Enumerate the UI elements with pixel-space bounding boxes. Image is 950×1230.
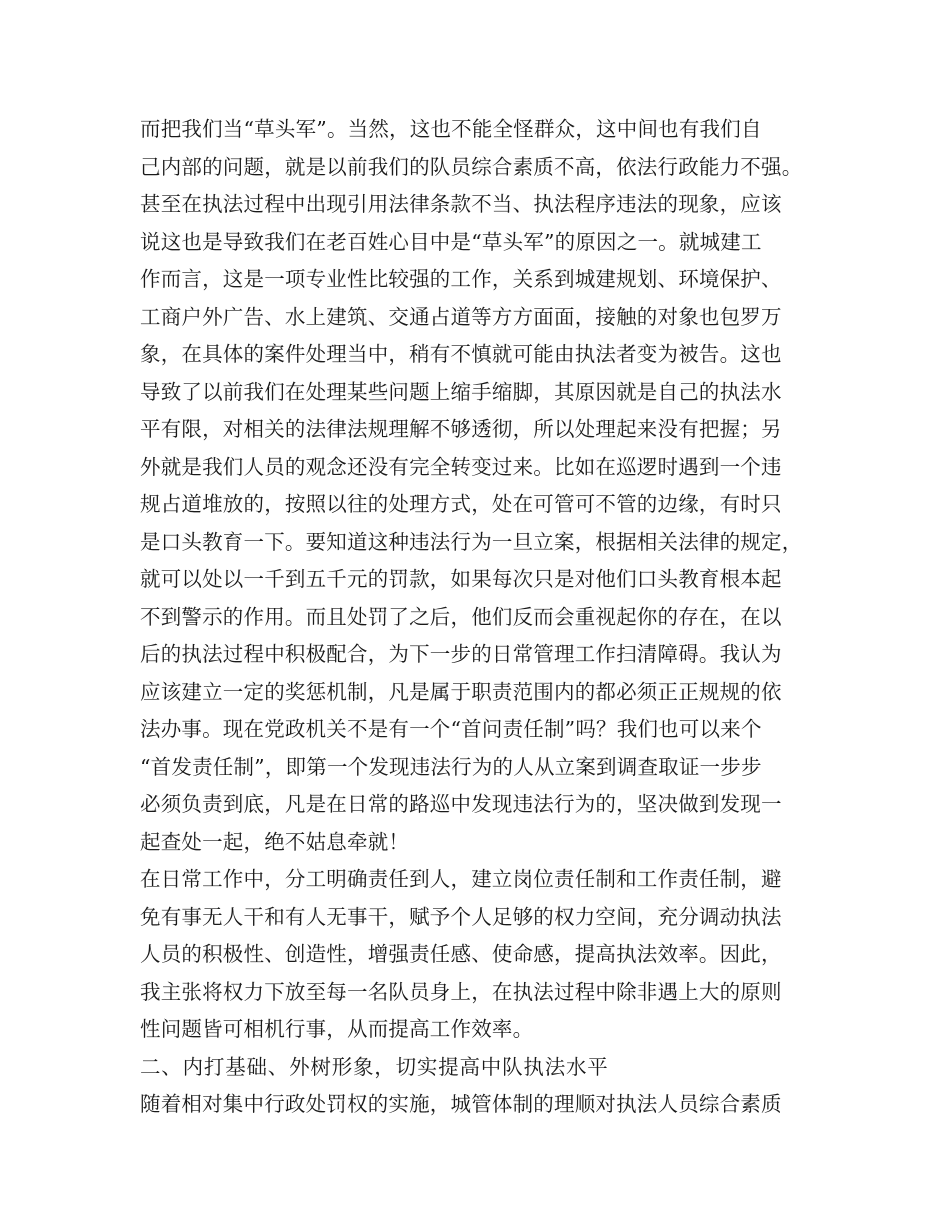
text-line: 外就是我们人员的观念还没有完全转变过来。比如在巡逻时遇到一个违 [140, 454, 782, 479]
text-line: 是口头教育一下。要知道这种违法行为一旦立案，根据相关法律的规定， [140, 529, 803, 554]
text-line: 随着相对集中行政处罚权的实施，城管体制的理顺对执法人员综合素质 [140, 1092, 782, 1116]
text-line: 平有限，对相关的法律法规理解不够透彻，所以处理起来没有把握；另 [140, 417, 782, 441]
text-line: 不到警示的作用。而且处罚了之后，他们反而会重视起你的存在，在以 [140, 604, 782, 629]
text-line: 必须负责到底，凡是在日常的路巡中发现违法行为的，坚决做到发现一 [140, 792, 782, 816]
text-line: 应该建立一定的奖惩机制，凡是属于职责范围内的都必须正正规规的依 [140, 679, 782, 704]
text-line: 而把我们当“草头军”。当然，这也不能全怪群众，这中间也有我们自 [140, 117, 762, 141]
text-line: “首发责任制”，即第一个发现违法行为的人从立案到调查取证一步步 [140, 754, 762, 779]
text-line: 导致了以前我们在处理某些问题上缩手缩脚，其原因就是自己的执法水 [140, 379, 782, 404]
text-line: 工商户外广告、水上建筑、交通占道等方方面面，接触的对象也包罗万 [140, 304, 782, 329]
text-line: 人员的积极性、创造性，增强责任感、使命感，提高执法效率。因此， [140, 942, 782, 966]
text-line: 我主张将权力下放至每一名队员身上，在执法过程中除非遇上大的原则 [140, 979, 782, 1004]
text-line: 法办事。现在党政机关不是有一个“首问责任制”吗？我们也可以来个 [140, 717, 762, 741]
text-line: 在日常工作中，分工明确责任到人，建立岗位责任制和工作责任制，避 [140, 867, 782, 891]
text-line: 己内部的问题，就是以前我们的队员综合素质不高，依法行政能力不强。 [140, 154, 803, 179]
text-line: 免有事无人干和有人无事干，赋予个人足够的权力空间，充分调动执法 [140, 904, 782, 929]
text-line: 甚至在执法过程中出现引用法律条款不当、执法程序违法的现象，应该 [140, 192, 782, 216]
text-line: 起查处一起，绝不姑息牵就！ [140, 829, 410, 854]
section-heading: 二、内打基础、外树形象，切实提高中队执法水平 [140, 1054, 609, 1079]
text-line: 性问题皆可相机行事，从而提高工作效率。 [140, 1017, 534, 1041]
text-line: 说这也是导致我们在老百姓心目中是“草头军”的原因之一。就城建工 [140, 229, 762, 254]
text-line: 规占道堆放的，按照以往的处理方式，处在可管可不管的边缘，有时只 [140, 492, 782, 516]
text-line: 后的执法过程中积极配合，为下一步的日常管理工作扫清障碍。我认为 [140, 642, 782, 666]
text-line: 作而言，这是一项专业性比较强的工作，关系到城建规划、环境保护、 [140, 267, 782, 291]
document-body [140, 111, 820, 1124]
text-line: 象，在具体的案件处理当中，稍有不慎就可能由执法者变为被告。这也 [140, 342, 782, 366]
text-line: 就可以处以一千到五千元的罚款，如果每次只是对他们口头教育根本起 [140, 567, 782, 591]
